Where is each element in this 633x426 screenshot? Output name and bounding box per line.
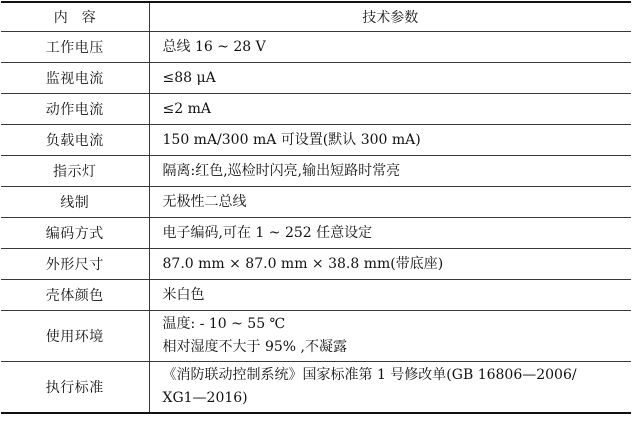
- spec-line: 温度: - 10 ~ 55 ℃: [162, 316, 286, 332]
- spec-line: 无极性二总线: [162, 193, 247, 210]
- spec-line: 《消防联动控制系统》国家标准第 1 号修改单(GB 16806—2006/: [162, 367, 577, 383]
- table-row: [1, 125, 631, 156]
- spec-line: ≤2 mA: [162, 100, 211, 117]
- table-body: [1, 32, 631, 414]
- row-item: 壳体颜色: [1, 280, 149, 311]
- table-row: [1, 218, 631, 249]
- row-item: 编码方式: [1, 218, 149, 249]
- table-row: [1, 32, 631, 63]
- table-row: [1, 311, 631, 362]
- row-spec: [149, 32, 631, 63]
- table-row: [1, 280, 631, 311]
- spec-line: 150 mA/300 mA 可设置(默认 300 mA): [162, 131, 421, 148]
- spec-line: 电子编码,可在 1 ~ 252 任意设定: [162, 224, 373, 241]
- spec-line: XG1—2016): [162, 390, 248, 406]
- row-item: 线制: [1, 187, 149, 218]
- row-spec: [149, 94, 631, 125]
- row-spec: [149, 362, 631, 414]
- spec-line: 87.0 mm × 87.0 mm × 38.8 mm(带底座): [162, 255, 444, 272]
- row-item: 动作电流: [1, 94, 149, 125]
- row-spec: [149, 125, 631, 156]
- row-spec: [149, 280, 631, 311]
- spec-line: ≤88 μA: [162, 69, 216, 86]
- spec-line: 总线 16 ~ 28 V: [162, 38, 266, 55]
- row-spec: [149, 63, 631, 94]
- row-item: 外形尺寸: [1, 249, 149, 280]
- header-item: 内 容: [1, 2, 149, 32]
- row-spec: [149, 218, 631, 249]
- row-spec: [149, 187, 631, 218]
- spec-line: 米白色: [162, 286, 205, 303]
- table-row: [1, 156, 631, 187]
- table-row: [1, 94, 631, 125]
- row-spec: [149, 249, 631, 280]
- table-row: [1, 249, 631, 280]
- row-item: 监视电流: [1, 63, 149, 94]
- row-spec: [149, 311, 631, 362]
- table-header: [1, 2, 631, 32]
- table-row: [1, 187, 631, 218]
- row-item: 指示灯: [1, 156, 149, 187]
- header-spec: 技术参数: [149, 2, 631, 32]
- row-item: 工作电压: [1, 32, 149, 63]
- row-item: 执行标准: [1, 362, 149, 414]
- table-row: [1, 63, 631, 94]
- spec-line: 相对湿度不大于 95% ,不凝露: [162, 339, 347, 355]
- spec-table: [1, 1, 631, 414]
- table-row: [1, 362, 631, 414]
- header-row: [1, 2, 631, 32]
- row-spec: [149, 156, 631, 187]
- spec-line: 隔离:红色,巡检时闪亮,输出短路时常亮: [162, 162, 401, 179]
- row-item: 使用环境: [1, 311, 149, 362]
- row-item: 负载电流: [1, 125, 149, 156]
